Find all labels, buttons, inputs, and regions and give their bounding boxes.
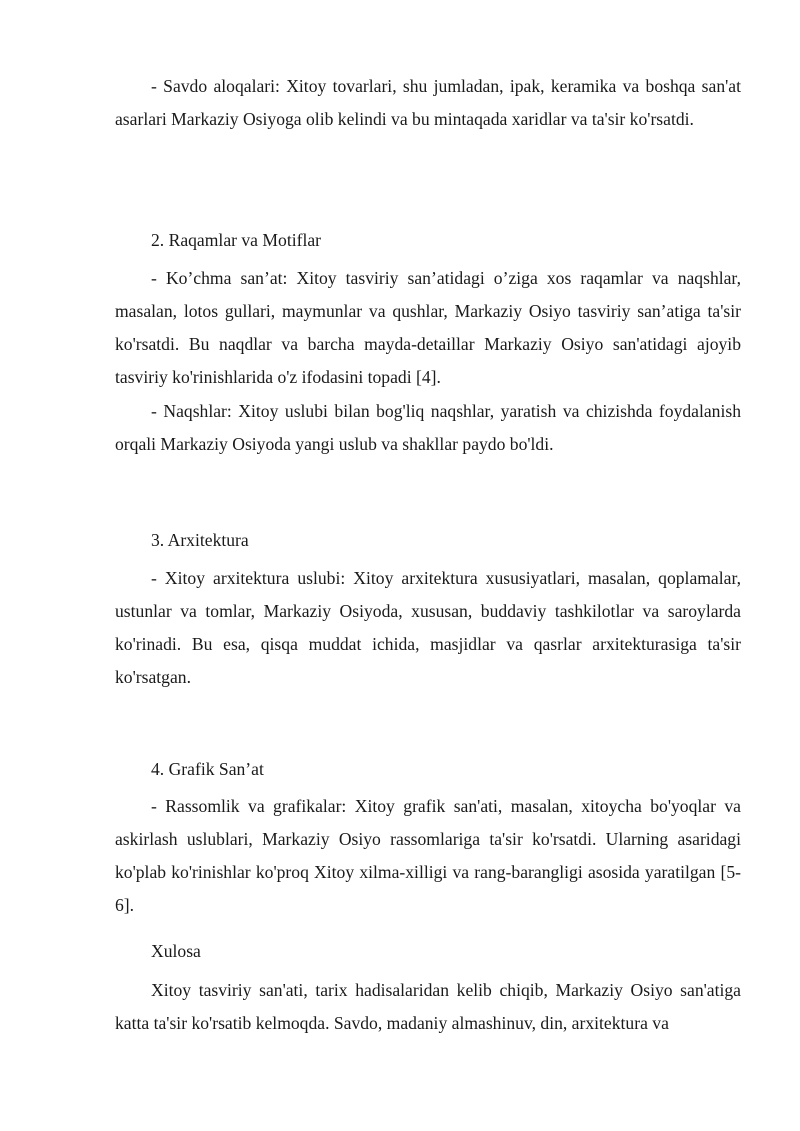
paragraph-architecture: - Xitoy arxitektura uslubi: Xitoy arxitektura xususiyatlari, masalan, qoplamalar, ustunlar va tomlar, Markaziy Osiyoda, xususan, buddaviy tashkilotlar va saroylarda ko'rinadi. Bu esa, qisqa muddat ichida, masjidlar va qasrlar arxitekturasiga ta'sir ko'rsatgan. <box>115 568 741 687</box>
paragraph-trade-relations: - Savdo aloqalari: Xitoy tovarlari, shu jumladan, ipak, keramika va boshqa san'at asarlari Markaziy Osiyoga olib kelindi va bu mintaqada xaridlar va ta'sir ko'rsatdi. <box>115 76 741 129</box>
section-heading-graphic-art: 4. Grafik San’at <box>151 759 264 779</box>
paragraph-conclusion: Xitoy tasviriy san'ati, tarix hadisalaridan kelib chiqib, Markaziy Osiyo san'atiga katta ta'sir ko'rsatib kelmoqda. Savdo, madaniy almashinuv, din, arxitektura va <box>115 980 741 1033</box>
conclusion-heading: Xulosa <box>151 941 201 961</box>
section-heading-motifs: 2. Raqamlar va Motiflar <box>151 230 322 250</box>
paragraph-painting: - Rassomlik va grafikalar: Xitoy grafik san'ati, masalan, xitoycha bo'yoqlar va askirlash uslublari, Markaziy Osiyo rassomlariga ta'sir ko'rsatdi. Ularning asaridagi ko'plab ko'rinishlar ko'proq Xitoy xilma-xilligi va rang-barangligi asosida yaratilgan [5-6]. <box>115 796 741 915</box>
paragraph-mobile-art: - Ko’chma san’at: Xitoy tasviriy san’atidagi o’ziga xos raqamlar va naqshlar, masalan, lotos gullari, maymunlar va qushlar, Markaziy Osiyo tasviriy san’atiga ta'sir ko'rsatdi. Bu naqdlar va barcha mayda-detaillar Markaziy Osiyo san'atidagi ajoyib tasviriy ko'rinishlarida o'z ifodasini topadi [4]. <box>115 268 741 387</box>
section-heading-architecture: 3. Arxitektura <box>151 530 249 550</box>
paragraph-patterns: - Naqshlar: Xitoy uslubi bilan bog'liq naqshlar, yaratish va chizishda foydalanish orqali Markaziy Osiyoda yangi uslub va shakllar paydo bo'ldi. <box>115 401 741 454</box>
